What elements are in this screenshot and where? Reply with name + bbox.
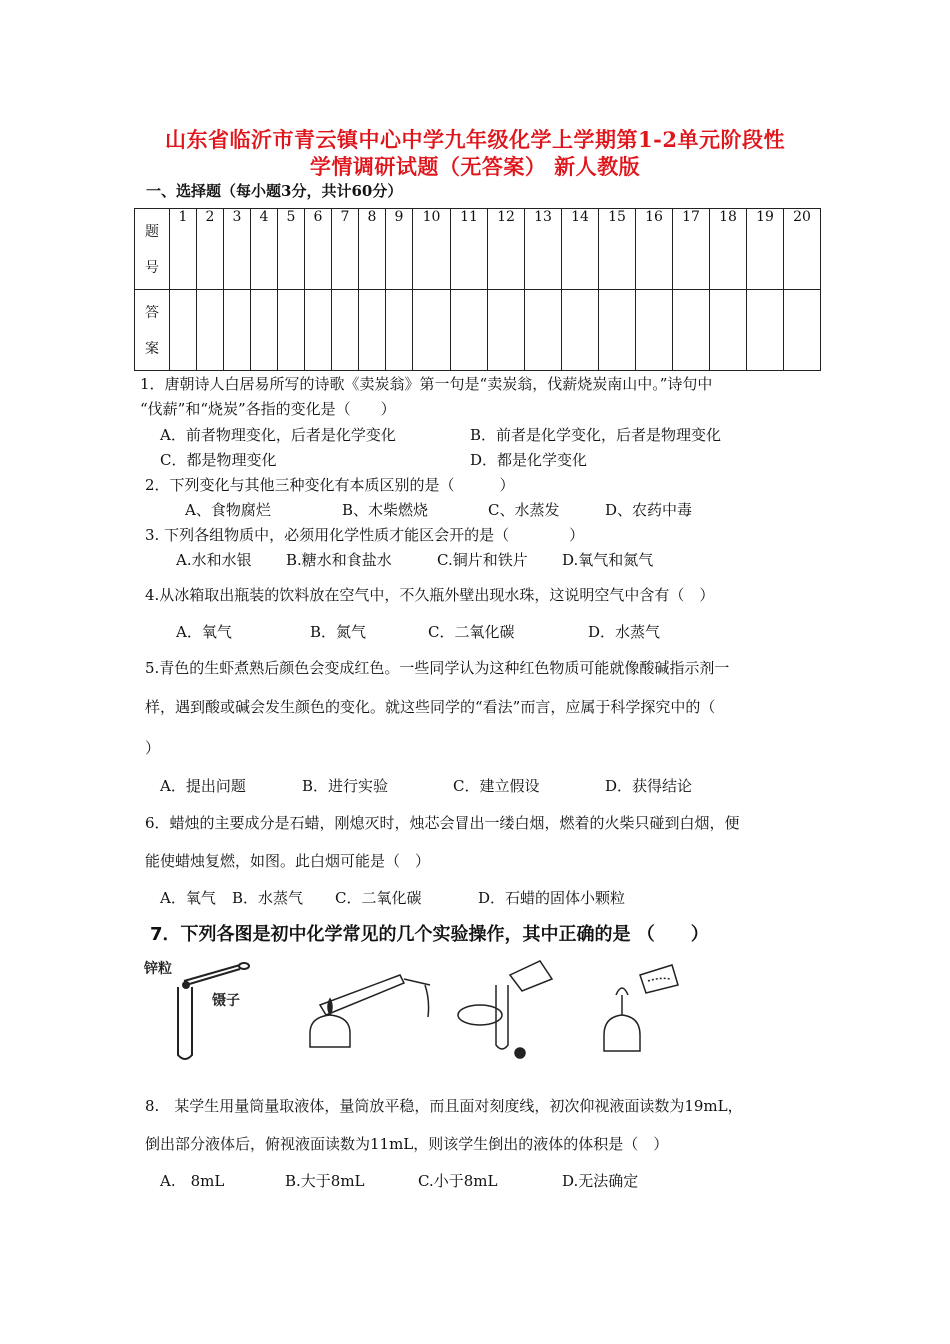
q1-option-c: C．都是物理变化: [160, 451, 277, 469]
answer-cell[interactable]: [251, 290, 278, 371]
number-cell: 16: [636, 209, 673, 290]
q1-option-b: B．前者是化学变化，后者是物理变化: [470, 426, 722, 444]
number-row: [135, 209, 821, 290]
q5-option-c: C．建立假设: [453, 777, 540, 795]
alcohol-lamp-icon: [604, 1015, 640, 1051]
stopper-icon: [515, 1048, 525, 1058]
q1-option-a: A．前者物理变化，后者是化学变化: [160, 426, 396, 444]
q2-option-c: C、水蒸发: [488, 501, 560, 519]
answer-cell[interactable]: [278, 290, 305, 371]
number-cell: 20: [784, 209, 821, 290]
figure-a-zinc-tweezers: [143, 960, 249, 1059]
number-row-label: 题 号: [135, 209, 170, 290]
q3-option-d: D.氧气和氮气: [562, 551, 654, 569]
answer-cell[interactable]: [784, 290, 821, 371]
alcohol-lamp-icon: [310, 1015, 350, 1047]
number-cell: 7: [332, 209, 359, 290]
q1-option-d: D．都是化学变化: [470, 451, 588, 469]
q4-option-c: C．二氧化碳: [428, 623, 515, 641]
q2-stem: 2．下列变化与其他三种变化有本质区别的是（ ）: [145, 476, 515, 494]
answer-cell[interactable]: [170, 290, 197, 371]
flame-icon: [616, 988, 628, 995]
answer-table: [134, 208, 821, 371]
q5-option-a: A．提出问题: [160, 777, 246, 795]
number-cell: 9: [386, 209, 413, 290]
hand-icon: [425, 985, 429, 1017]
q3-option-a: A.水和水银: [176, 551, 252, 569]
page-title-line-2: 学情调研试题（无答案） 新人教版: [309, 154, 641, 179]
number-cell: 19: [747, 209, 784, 290]
q4-option-b: B．氮气: [310, 623, 367, 641]
q3-stem: 3. 下列各组物质中，必须用化学性质才能区会开的是（ ）: [145, 526, 585, 544]
answer-cell[interactable]: [636, 290, 673, 371]
number-cell: 12: [488, 209, 525, 290]
bottle-icon: [510, 961, 552, 991]
q6-option-b: B．水蒸气: [232, 889, 304, 907]
answer-cell[interactable]: [197, 290, 224, 371]
answer-cell[interactable]: [224, 290, 251, 371]
q1-stem-line-1: 1．唐朝诗人白居易所写的诗歌《卖炭翁》第一句是“卖炭翁，伐薪烧炭南山中。”诗句中: [140, 375, 713, 393]
answer-cell[interactable]: [413, 290, 451, 371]
q8-option-b: B.大于8mL: [285, 1172, 365, 1190]
label-zinc: 锌粒: [144, 961, 172, 977]
number-cell: 4: [251, 209, 278, 290]
q1-stem-line-2: “伐薪”和“烧炭”各指的变化是（ ）: [140, 400, 396, 418]
answer-cell[interactable]: [305, 290, 332, 371]
q6-option-a: A．氧气: [160, 889, 216, 907]
number-cell: 8: [359, 209, 386, 290]
q7-figures: [140, 955, 700, 1065]
number-cell: 14: [562, 209, 599, 290]
q6-option-d: D．石蜡的固体小颗粒: [478, 889, 626, 907]
lamp-icon: [640, 965, 678, 993]
q5-stem-line-3: ）: [145, 739, 161, 757]
answer-row: [135, 290, 821, 371]
q4-option-a: A．氧气: [176, 623, 232, 641]
answer-cell[interactable]: [386, 290, 413, 371]
q3-option-b: B.糖水和食盐水: [286, 551, 392, 569]
figure-b-heating-tube: [310, 975, 430, 1047]
answer-cell[interactable]: [451, 290, 488, 371]
q8-option-d: D.无法确定: [562, 1172, 639, 1190]
number-cell: 6: [305, 209, 332, 290]
q5-stem-line-1: 5.青色的生虾煮熟后颜色会变成红色。一些同学认为这种红色物质可能就像酸碱指示剂一: [145, 659, 730, 677]
q8-option-c: C.小于8mL: [418, 1172, 498, 1190]
q8-stem-line-1: 8. 某学生用量筒量取液体，量筒放平稳，而且面对刻度线，初次仰视液面读数为19mL，: [145, 1097, 743, 1115]
number-cell: 15: [599, 209, 636, 290]
number-cell: 11: [451, 209, 488, 290]
test-tube-icon: [178, 987, 192, 1059]
q8-option-a: A. 8mL: [160, 1172, 225, 1190]
figure-c-pouring: [458, 961, 552, 1058]
q6-stem-line-1: 6．蜡烛的主要成分是石蜡，刚熄灭时，烛芯会冒出一缕白烟，燃着的火柴只碰到白烟，便: [145, 814, 740, 832]
number-cell: 17: [673, 209, 710, 290]
answer-cell[interactable]: [599, 290, 636, 371]
answer-cell[interactable]: [747, 290, 784, 371]
q4-stem: 4.从冰箱取出瓶装的饮料放在空气中，不久瓶外壁出现水珠，这说明空气中含有（ ）: [145, 586, 715, 604]
answer-cell[interactable]: [525, 290, 562, 371]
q2-option-b: B、木柴燃烧: [342, 501, 429, 519]
q2-option-a: A、食物腐烂: [185, 501, 271, 519]
number-cell: 1: [170, 209, 197, 290]
q5-option-d: D．获得结论: [605, 777, 693, 795]
number-cell: 2: [197, 209, 224, 290]
answer-row-label: 答 案: [135, 290, 170, 371]
answer-cell[interactable]: [673, 290, 710, 371]
q4-option-d: D．水蒸气: [588, 623, 661, 641]
q5-option-b: B．进行实验: [302, 777, 389, 795]
section-heading: 一、选择题（每小题3分，共计60分）: [146, 182, 403, 200]
number-cell: 5: [278, 209, 305, 290]
answer-cell[interactable]: [359, 290, 386, 371]
q6-stem-line-2: 能使蜡烛复燃，如图。此白烟可能是（ ）: [145, 852, 431, 870]
number-cell: 10: [413, 209, 451, 290]
figure-d-lamp-lighting: [604, 965, 678, 1051]
q8-stem-line-2: 倒出部分液体后，俯视液面读数为11mL，则该学生倒出的液体的体积是（ ）: [145, 1135, 669, 1153]
number-cell: 3: [224, 209, 251, 290]
answer-cell[interactable]: [332, 290, 359, 371]
q3-option-c: C.铜片和铁片: [437, 551, 528, 569]
q5-stem-line-2: 样，遇到酸或碱会发生颜色的变化。就这些同学的“看法”而言，应属于科学探究中的（: [145, 698, 716, 716]
q7-stem: 7．下列各图是初中化学常见的几个实验操作，其中正确的是 （ ）: [150, 924, 709, 945]
answer-cell[interactable]: [488, 290, 525, 371]
number-cell: 18: [710, 209, 747, 290]
q2-option-d: D、农药中毒: [605, 501, 693, 519]
q6-option-c: C．二氧化碳: [335, 889, 422, 907]
answer-cell[interactable]: [562, 290, 599, 371]
number-cell: 13: [525, 209, 562, 290]
tweezers-icon: [184, 965, 240, 981]
page-title-line-1: 山东省临沂市青云镇中心中学九年级化学上学期第1-2单元阶段性: [165, 127, 785, 152]
label-tweezers: 镊子: [212, 993, 240, 1009]
answer-cell[interactable]: [710, 290, 747, 371]
